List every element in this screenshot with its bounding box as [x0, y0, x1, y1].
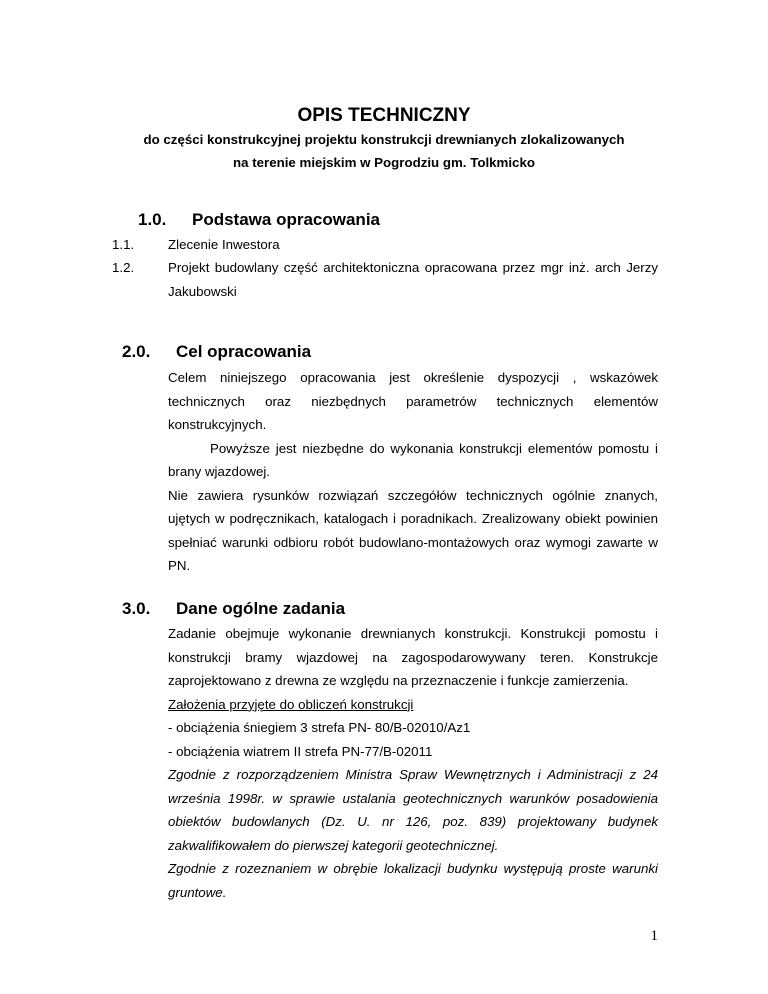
assumption-item: - obciążenia wiatrem II strefa PN-77/B-02011 [168, 743, 433, 759]
assumption-item: - obciążenia śniegiem 3 strefa PN- 80/B-02010/Az1 [168, 720, 471, 735]
paragraph: Celem niniejszego opracowania jest określenie dyspozycji , wskazówek technicznych oraz niezbędnych parametrów technicznych elementów konstrukcyjnych. [168, 370, 658, 432]
section-title: Podstawa opracowania [192, 210, 380, 229]
document-subtitle [100, 128, 668, 174]
item-text: Zlecenie Inwestora [168, 237, 280, 252]
item-text: Projekt budowlany część architektoniczna opracowana przez mgr inż. arch Jerzy Jakubowski [168, 260, 658, 299]
paragraph: Zadanie obejmuje wykonanie drewnianych konstrukcji. Konstrukcji pomostu i konstrukcji bramy wjazdowej na zagospodarowywany teren. Konstrukcje zaprojektowano z drewna ze względu na przeznaczenie i funkcje zamierzenia. [168, 626, 658, 688]
paragraph: Zgodnie z rozporządzeniem Ministra Spraw Wewnętrznych i Administracji z 24 września 1998r. w sprawie ustalania geotechnicznych warunków posadowienia obiektów budowlanych (Dz. U. nr 126, poz. 839) projektowany budynek zakwalifikowałem do pierwszej kategorii geotechnicznej. [168, 767, 658, 853]
subtitle-line: na terenie miejskim w Pogrodziu gm. Tolkmicko [233, 155, 535, 170]
section-title: Cel opracowania [176, 342, 312, 361]
section-number: 2.0. [122, 342, 151, 361]
assumptions-heading: Założenia przyjęte do obliczeń konstrukcji [168, 696, 414, 712]
section-heading-3 [122, 598, 345, 620]
page-number: 1 [650, 928, 658, 944]
document-title: OPIS TECHNICZNY [297, 105, 471, 126]
section-number: 1.0. [138, 210, 167, 229]
item-number: 1.1. [112, 237, 135, 252]
section-3-body [168, 622, 658, 904]
section-title: Dane ogólne zadania [176, 599, 346, 618]
list-item [112, 233, 658, 257]
paragraph: Nie zawiera rysunków rozwiązań szczegółów technicznych ogólnie znanych, ujętych w podręcznikach, katalogach i poradnikach. Zrealizowany obiekt powinien spełniać warunki odbioru robót budowlano-montażowych oraz wymogi zawarte w PN. [168, 487, 658, 573]
item-number: 1.2. [112, 260, 135, 275]
section-heading-2 [122, 341, 311, 363]
paragraph: Zgodnie z rozeznaniem w obrębie lokalizacji budynku występują proste warunki gruntowe. [168, 861, 658, 900]
section-2-body [168, 366, 658, 578]
section-number: 3.0. [122, 599, 151, 618]
list-item [112, 256, 658, 303]
paragraph: Powyższe jest niezbędne do wykonania konstrukcji elementów pomostu i brany wjazdowej. [168, 440, 658, 479]
section-heading-1 [138, 209, 380, 231]
subtitle-line: do części konstrukcyjnej projektu konstrukcji drewnianych zlokalizowanych [143, 132, 625, 147]
